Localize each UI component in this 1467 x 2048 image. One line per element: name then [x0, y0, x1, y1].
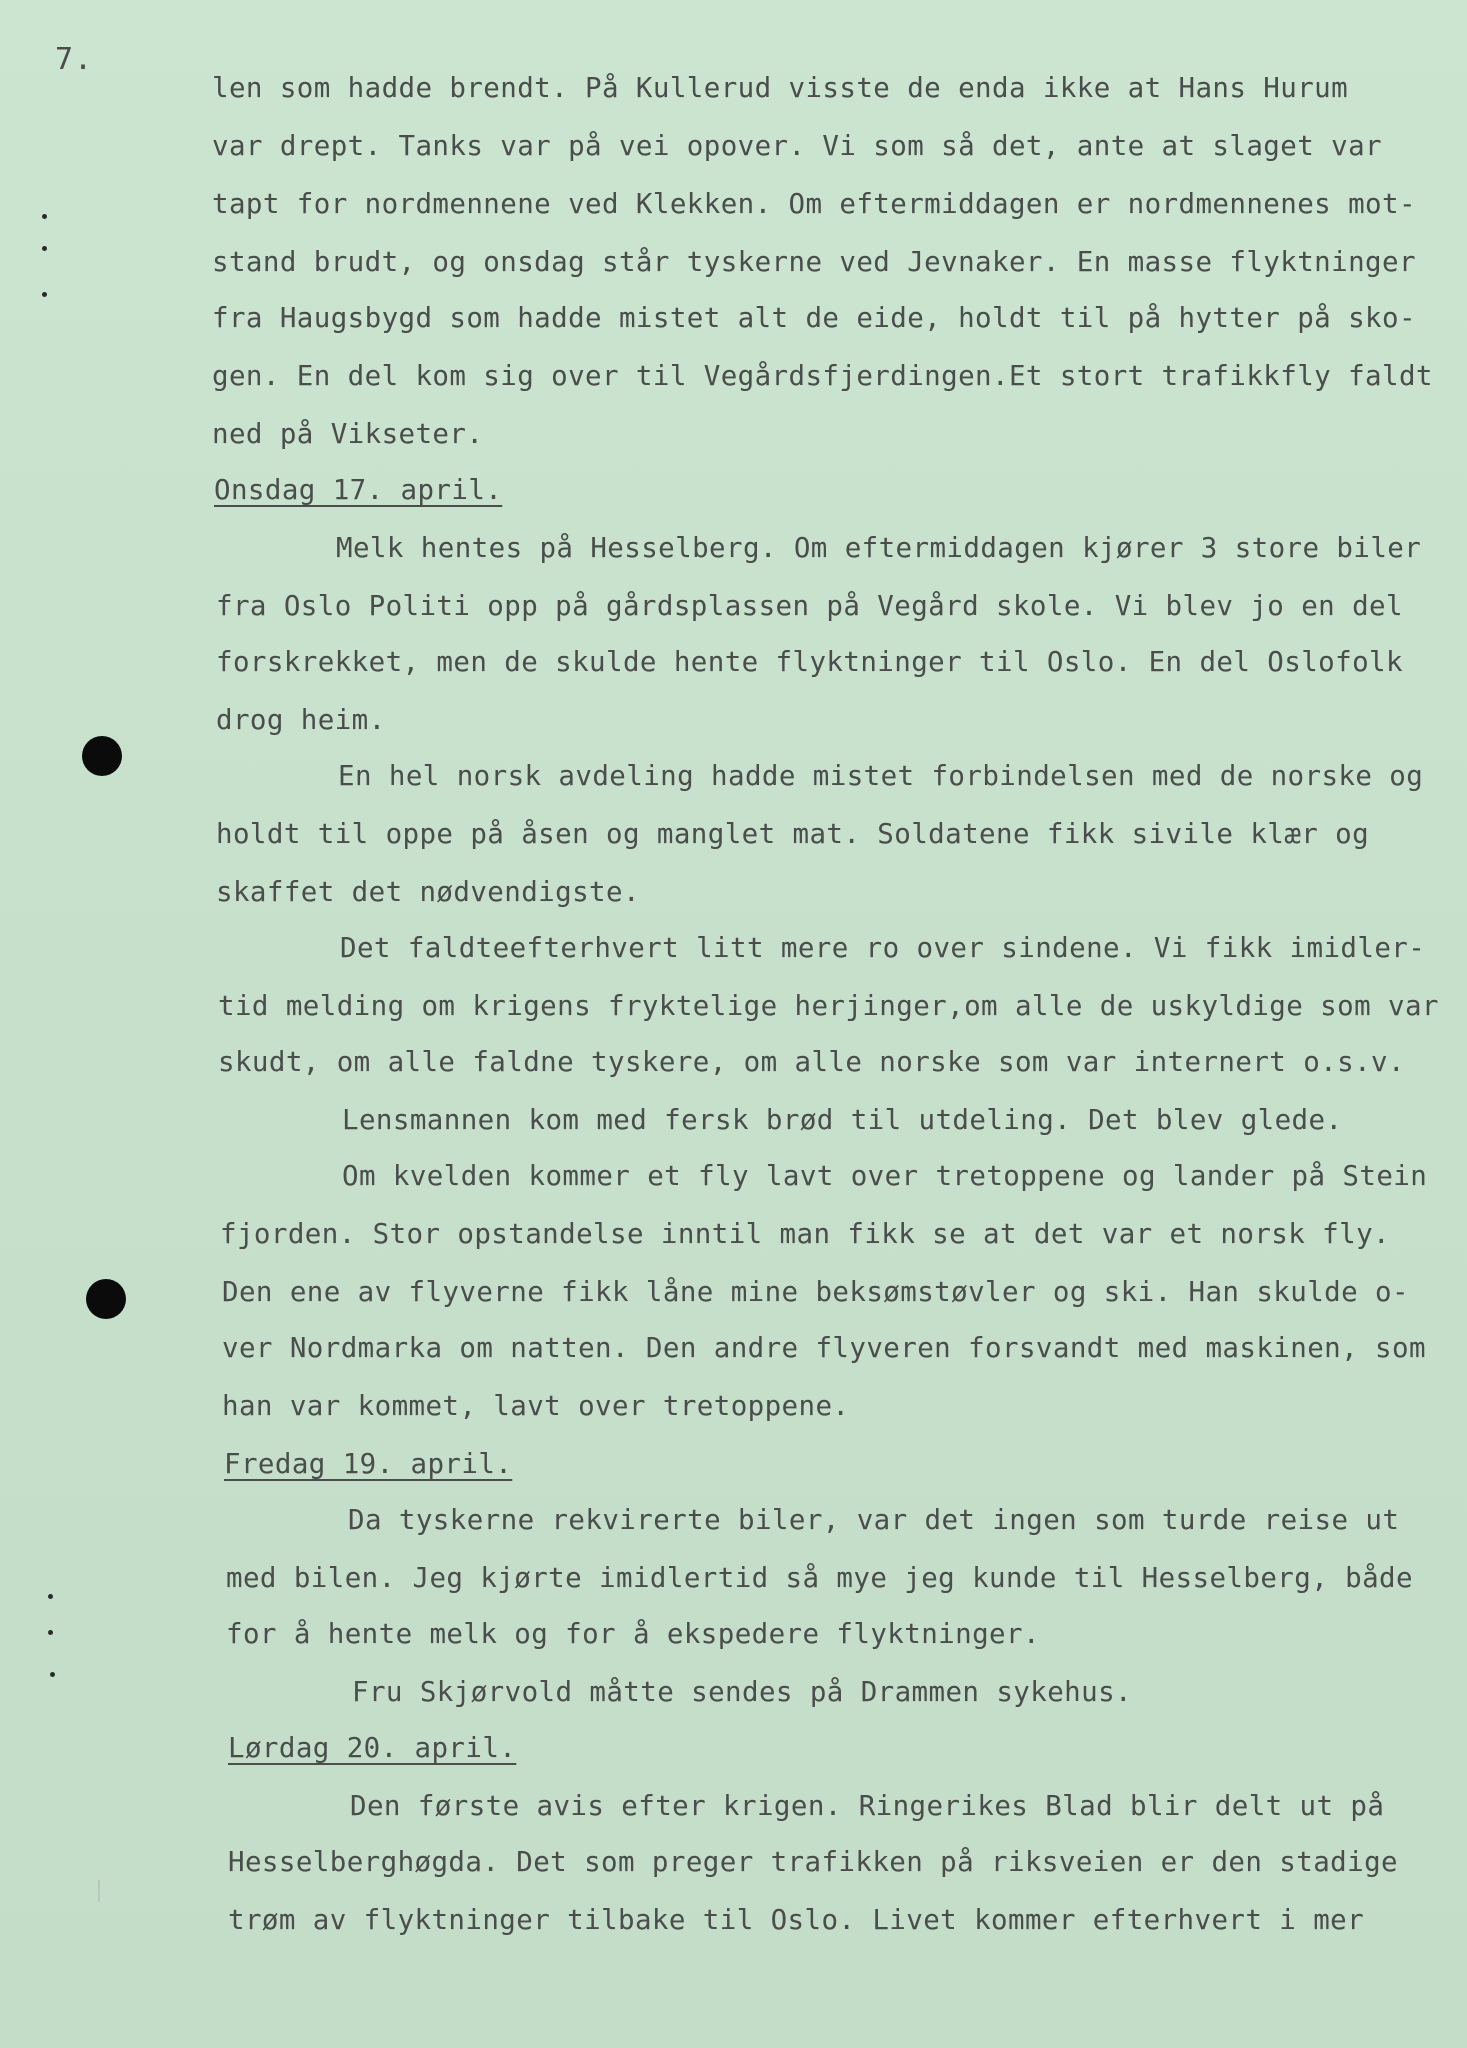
- date-heading: Fredag 19. april.: [224, 1448, 513, 1480]
- punch-hole-top: [82, 736, 122, 776]
- text-line: En hel norsk avdeling hadde mistet forbindelsen med de norske og: [338, 760, 1424, 792]
- margin-mark: [42, 246, 47, 251]
- text-line: ned på Vikseter.: [212, 418, 484, 450]
- margin-mark: [48, 1594, 53, 1599]
- punch-hole-bottom: [86, 1279, 126, 1319]
- text-line: len som hadde brendt. På Kullerud visste de enda ikke at Hans Hurum: [212, 72, 1349, 104]
- text-line: Det faldteefterhvert litt mere ro over sindene. Vi fikk imidler-: [340, 932, 1426, 964]
- text-line: tapt for nordmennene ved Klekken. Om eftermiddagen er nordmennenes mot-: [212, 188, 1416, 220]
- text-line: trøm av flyktninger tilbake til Oslo. Livet kommer efterhvert i mer: [228, 1904, 1365, 1936]
- text-line: fjorden. Stor opstandelse inntil man fikk se at det var et norsk fly.: [220, 1218, 1390, 1250]
- text-line: skudt, om alle faldne tyskere, om alle norske som var internert o.s.v.: [218, 1046, 1405, 1078]
- margin-mark: [50, 1672, 55, 1677]
- text-line: drog heim.: [216, 704, 386, 736]
- text-line: holdt til oppe på åsen og manglet mat. Soldatene fikk sivile klær og: [216, 818, 1370, 850]
- text-line: tid melding om krigens fryktelige herjinger,om alle de uskyldige som var: [218, 990, 1439, 1022]
- text-line: Om kvelden kommer et fly lavt over tretoppene og lander på Stein: [342, 1160, 1428, 1192]
- date-heading: Onsdag 17. april.: [214, 474, 503, 506]
- text-line: skaffet det nødvendigste.: [216, 876, 640, 908]
- text-line: Lensmannen kom med fersk brød til utdeling. Det blev glede.: [342, 1104, 1343, 1136]
- text-line: fra Haugsbygd som hadde mistet alt de eide, holdt til på hytter på sko-: [212, 302, 1416, 334]
- date-heading: Lørdag 20. april.: [228, 1732, 517, 1764]
- text-line: Melk hentes på Hesselberg. Om eftermiddagen kjører 3 store biler: [336, 532, 1422, 564]
- text-line: Hesselberghøgda. Det som preger trafikken på riksveien er den stadige: [228, 1846, 1398, 1878]
- text-line: fra Oslo Politi opp på gårdsplassen på Vegård skole. Vi blev jo en del: [216, 590, 1403, 622]
- text-line: Fru Skjørvold måtte sendes på Drammen sykehus.: [352, 1676, 1132, 1708]
- text-line: med bilen. Jeg kjørte imidlertid så mye jeg kunde til Hesselberg, både: [226, 1562, 1413, 1594]
- text-line: stand brudt, og onsdag står tyskerne ved Jevnaker. En masse flyktninger: [212, 246, 1416, 278]
- text-line: ver Nordmarka om natten. Den andre flyveren forsvandt med maskinen, som: [222, 1332, 1426, 1364]
- text-line: Da tyskerne rekvirerte biler, var det ingen som turde reise ut: [348, 1504, 1400, 1536]
- text-line: han var kommet, lavt over tretoppene.: [222, 1390, 850, 1422]
- text-line: Den første avis efter krigen. Ringerikes Blad blir delt ut på: [350, 1790, 1385, 1822]
- text-line: gen. En del kom sig over til Vegårdsfjerdingen.Et stort trafikkfly faldt: [212, 360, 1433, 392]
- page-number: 7.: [55, 42, 94, 77]
- text-line: var drept. Tanks var på vei opover. Vi som så det, ante at slaget var: [212, 130, 1382, 162]
- margin-mark: [42, 214, 47, 219]
- margin-mark: [42, 292, 47, 297]
- text-line: for å hente melk og for å ekspedere flyktninger.: [226, 1618, 1040, 1650]
- text-line: forskrekket, men de skulde hente flyktninger til Oslo. En del Oslofolk: [216, 646, 1403, 678]
- text-line: Den ene av flyverne fikk låne mine beksømstøvler og ski. Han skulde o-: [222, 1276, 1409, 1308]
- margin-mark: [48, 1630, 53, 1635]
- left-edge-tick: [98, 1880, 100, 1902]
